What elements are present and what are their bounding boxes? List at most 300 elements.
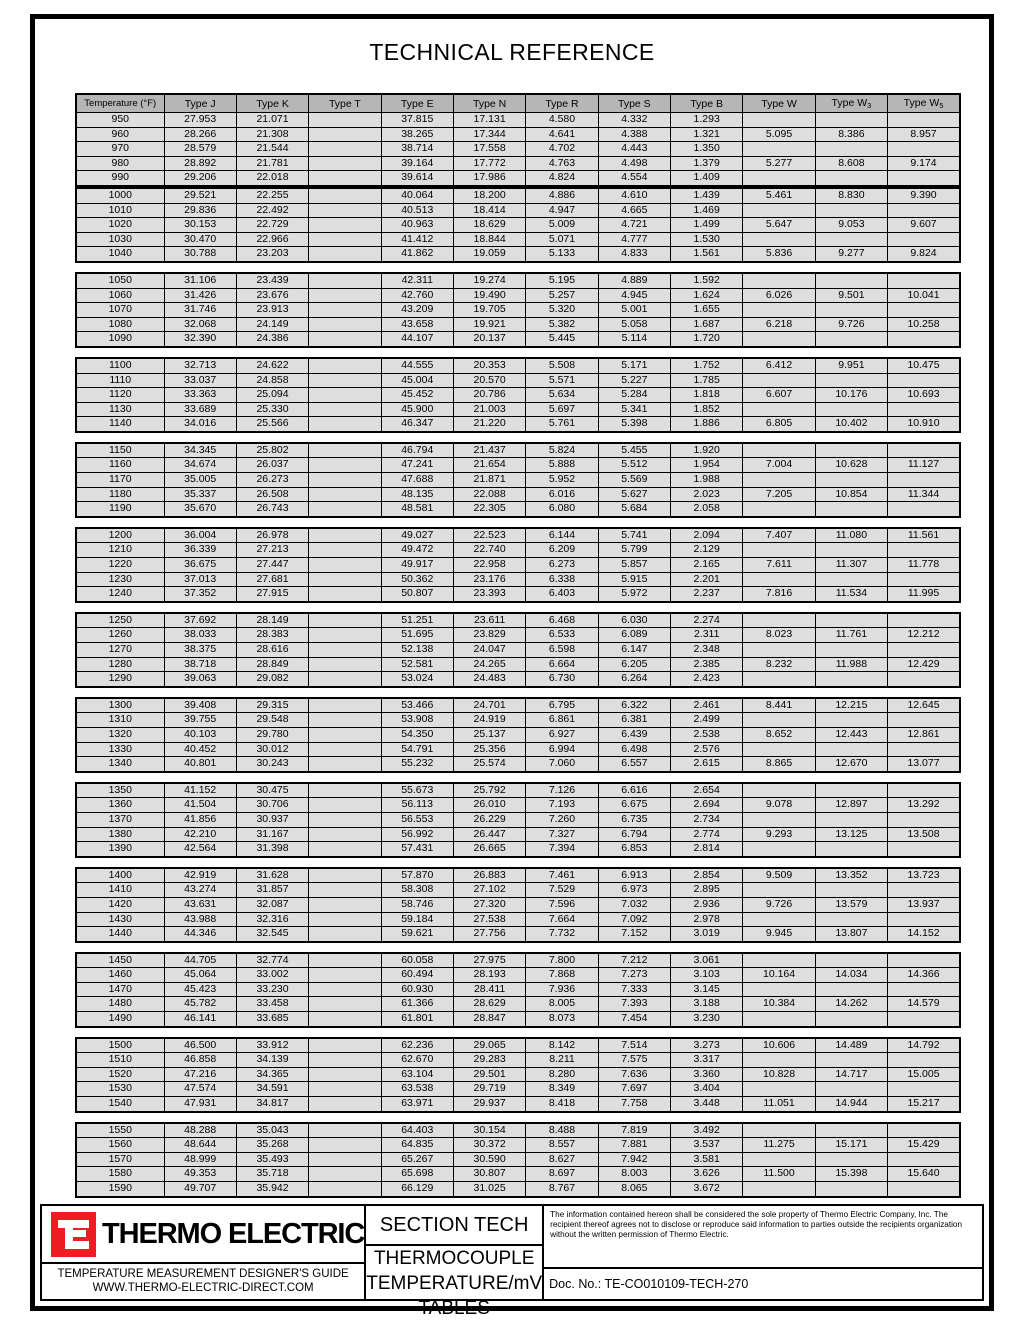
cell-type_w [743, 332, 815, 347]
cell-type_w: 5.461 [743, 188, 815, 203]
title-block-company-panel [40, 1204, 366, 1301]
table-row [76, 458, 960, 473]
cell-type_w: 11.275 [743, 1138, 815, 1153]
cell-type_s: 5.799 [598, 543, 670, 558]
cell-type_r: 5.257 [526, 288, 598, 303]
cell-type_s: 8.065 [598, 1182, 670, 1197]
cell-type_k: 30.243 [236, 757, 308, 772]
cell-type_r: 6.403 [526, 587, 598, 602]
cell-temperature: 1120 [76, 388, 164, 403]
cell-type_w3: 15.398 [815, 1167, 887, 1182]
cell-type_j: 49.707 [164, 1182, 236, 1197]
table-row [76, 1082, 960, 1097]
cell-temperature: 1200 [76, 528, 164, 543]
cell-type_w: 8.652 [743, 727, 815, 742]
cell-type_n: 21.871 [453, 473, 525, 488]
cell-temperature: 1050 [76, 273, 164, 288]
cell-type_e: 45.452 [381, 388, 453, 403]
cell-type_w: 7.004 [743, 458, 815, 473]
cell-type_r: 5.824 [526, 443, 598, 458]
cell-type_w5 [888, 402, 960, 417]
cell-type_e: 38.714 [381, 142, 453, 157]
cell-type_t [309, 113, 381, 128]
cell-type_k: 26.037 [236, 458, 308, 473]
cell-type_j: 41.856 [164, 812, 236, 827]
subject-label [366, 1246, 542, 1321]
cell-type_s: 4.665 [598, 203, 670, 218]
table-row [76, 982, 960, 997]
table-row [76, 927, 960, 942]
cell-type_j: 40.452 [164, 742, 236, 757]
cell-type_j: 28.579 [164, 142, 236, 157]
cell-type_b: 2.654 [671, 783, 743, 798]
cell-type_k: 22.729 [236, 218, 308, 233]
cell-type_b: 2.576 [671, 742, 743, 757]
cell-type_e: 56.992 [381, 827, 453, 842]
cell-type_s: 6.498 [598, 742, 670, 757]
cell-temperature: 980 [76, 156, 164, 171]
cell-type_r: 8.280 [526, 1067, 598, 1082]
table-row [76, 156, 960, 171]
tagline-line-2: WWW.THERMO-ELECTRIC-DIRECT.COM [92, 1282, 314, 1294]
cell-type_t [309, 203, 381, 218]
cell-type_s: 6.381 [598, 713, 670, 728]
cell-type_t [309, 727, 381, 742]
table-row [76, 643, 960, 658]
cell-type_w5: 11.344 [888, 487, 960, 502]
cell-type_r: 6.994 [526, 742, 598, 757]
cell-type_b: 2.854 [671, 868, 743, 883]
cell-type_w5 [888, 1123, 960, 1138]
cell-type_e: 48.581 [381, 502, 453, 517]
table-row [76, 1097, 960, 1112]
cell-type_w3: 14.489 [815, 1038, 887, 1053]
cell-type_w [743, 812, 815, 827]
cell-type_k: 27.447 [236, 558, 308, 573]
table-row [76, 1012, 960, 1027]
cell-type_w: 6.412 [743, 358, 815, 373]
cell-type_j: 39.408 [164, 698, 236, 713]
cell-type_j: 29.521 [164, 188, 236, 203]
cell-type_k: 28.849 [236, 657, 308, 672]
column-header-type_n: Type N [453, 94, 525, 113]
cell-type_k: 35.718 [236, 1167, 308, 1182]
cell-type_t [309, 303, 381, 318]
table-row [76, 587, 960, 602]
cell-type_b: 3.404 [671, 1082, 743, 1097]
cell-type_k: 30.937 [236, 812, 308, 827]
title-block [40, 1204, 984, 1319]
cell-type_k: 35.268 [236, 1138, 308, 1153]
table-row [76, 1167, 960, 1182]
cell-type_n: 30.372 [453, 1138, 525, 1153]
cell-temperature: 1450 [76, 953, 164, 968]
thermocouple-table-region [75, 93, 959, 1207]
cell-type_n: 28.847 [453, 1012, 525, 1027]
cell-type_r: 5.320 [526, 303, 598, 318]
cell-type_e: 65.698 [381, 1167, 453, 1182]
cell-type_w3: 10.854 [815, 487, 887, 502]
cell-type_e: 49.472 [381, 543, 453, 558]
cell-type_r: 6.338 [526, 572, 598, 587]
cell-type_w3 [815, 572, 887, 587]
cell-type_k: 22.492 [236, 203, 308, 218]
cell-type_w [743, 543, 815, 558]
cell-type_w: 5.836 [743, 247, 815, 262]
cell-type_b: 2.538 [671, 727, 743, 742]
cell-type_t [309, 1182, 381, 1197]
cell-type_k: 26.743 [236, 502, 308, 517]
cell-type_k: 26.273 [236, 473, 308, 488]
cell-type_j: 34.345 [164, 443, 236, 458]
cell-type_j: 49.353 [164, 1167, 236, 1182]
cell-type_w5 [888, 203, 960, 218]
cell-temperature: 1400 [76, 868, 164, 883]
cell-type_j: 36.339 [164, 543, 236, 558]
cell-type_k: 29.780 [236, 727, 308, 742]
cell-type_k: 24.858 [236, 373, 308, 388]
cell-type_n: 23.829 [453, 628, 525, 643]
cell-type_w5 [888, 171, 960, 186]
cell-type_n: 22.740 [453, 543, 525, 558]
cell-type_t [309, 487, 381, 502]
cell-type_s: 5.627 [598, 487, 670, 502]
cell-temperature: 1420 [76, 897, 164, 912]
cell-type_k: 25.330 [236, 402, 308, 417]
cell-type_b: 1.920 [671, 443, 743, 458]
cell-type_k: 24.386 [236, 332, 308, 347]
cell-type_w: 5.277 [743, 156, 815, 171]
cell-type_r: 8.488 [526, 1123, 598, 1138]
cell-type_w [743, 742, 815, 757]
cell-type_w [743, 1152, 815, 1167]
cell-type_t [309, 558, 381, 573]
cell-type_j: 37.352 [164, 587, 236, 602]
cell-type_w3 [815, 783, 887, 798]
cell-type_t [309, 798, 381, 813]
cell-temperature: 1150 [76, 443, 164, 458]
cell-temperature: 1580 [76, 1167, 164, 1182]
table-row [76, 997, 960, 1012]
cell-type_w5 [888, 812, 960, 827]
cell-type_e: 65.267 [381, 1152, 453, 1167]
cell-type_t [309, 218, 381, 233]
cell-temperature: 1320 [76, 727, 164, 742]
cell-type_n: 30.154 [453, 1123, 525, 1138]
cell-type_t [309, 443, 381, 458]
cell-type_e: 51.251 [381, 613, 453, 628]
table-row [76, 373, 960, 388]
cell-type_w5: 12.861 [888, 727, 960, 742]
cell-type_w5 [888, 672, 960, 687]
cell-type_k: 23.913 [236, 303, 308, 318]
cell-type_e: 53.024 [381, 672, 453, 687]
cell-type_w5: 15.217 [888, 1097, 960, 1112]
cell-type_n: 21.437 [453, 443, 525, 458]
cell-type_j: 35.670 [164, 502, 236, 517]
thermocouple-table-group [75, 93, 961, 187]
cell-type_w: 10.164 [743, 968, 815, 983]
cell-type_n: 30.807 [453, 1167, 525, 1182]
cell-type_t [309, 812, 381, 827]
cell-type_w5 [888, 543, 960, 558]
cell-type_k: 29.082 [236, 672, 308, 687]
cell-type_w3 [815, 332, 887, 347]
cell-type_w5: 15.429 [888, 1138, 960, 1153]
cell-type_s: 6.557 [598, 757, 670, 772]
cell-type_k: 33.912 [236, 1038, 308, 1053]
cell-type_e: 57.431 [381, 842, 453, 857]
cell-type_b: 1.530 [671, 232, 743, 247]
cell-type_w [743, 1053, 815, 1068]
cell-type_w: 11.500 [743, 1167, 815, 1182]
cell-type_w5: 10.041 [888, 288, 960, 303]
column-header-type_w: Type W [743, 94, 815, 113]
cell-type_w3 [815, 473, 887, 488]
cell-type_e: 53.908 [381, 713, 453, 728]
cell-temperature: 1590 [76, 1182, 164, 1197]
cell-type_k: 33.458 [236, 997, 308, 1012]
cell-type_e: 47.241 [381, 458, 453, 473]
cell-type_w3 [815, 912, 887, 927]
cell-type_s: 5.001 [598, 303, 670, 318]
cell-type_w [743, 572, 815, 587]
cell-type_t [309, 1067, 381, 1082]
cell-type_k: 23.203 [236, 247, 308, 262]
cell-type_b: 3.626 [671, 1167, 743, 1182]
cell-type_s: 4.332 [598, 113, 670, 128]
cell-type_r: 7.868 [526, 968, 598, 983]
cell-type_w: 9.078 [743, 798, 815, 813]
column-header-type_b: Type B [671, 94, 743, 113]
cell-type_b: 2.895 [671, 883, 743, 898]
cell-type_e: 58.308 [381, 883, 453, 898]
cell-type_w5 [888, 443, 960, 458]
cell-type_j: 41.504 [164, 798, 236, 813]
cell-type_w5 [888, 572, 960, 587]
page-title: TECHNICAL REFERENCE [369, 39, 655, 65]
cell-type_k: 25.566 [236, 417, 308, 432]
cell-type_j: 42.564 [164, 842, 236, 857]
cell-type_w5: 9.607 [888, 218, 960, 233]
cell-type_e: 53.466 [381, 698, 453, 713]
cell-type_s: 5.915 [598, 572, 670, 587]
cell-type_b: 1.687 [671, 317, 743, 332]
cell-type_e: 55.232 [381, 757, 453, 772]
table-row [76, 798, 960, 813]
cell-temperature: 1230 [76, 572, 164, 587]
cell-type_n: 23.611 [453, 613, 525, 628]
table-row [76, 232, 960, 247]
cell-type_k: 21.308 [236, 127, 308, 142]
cell-type_e: 48.135 [381, 487, 453, 502]
cell-type_n: 21.654 [453, 458, 525, 473]
cell-type_e: 43.658 [381, 317, 453, 332]
cell-temperature: 1410 [76, 883, 164, 898]
cell-type_b: 2.461 [671, 698, 743, 713]
cell-type_w5: 10.910 [888, 417, 960, 432]
cell-type_r: 6.730 [526, 672, 598, 687]
cell-type_w5 [888, 1182, 960, 1197]
company-name: THERMO ELECTRIC [102, 1217, 365, 1250]
cell-type_w [743, 502, 815, 517]
cell-type_s: 4.443 [598, 142, 670, 157]
cell-type_r: 5.571 [526, 373, 598, 388]
cell-type_j: 31.426 [164, 288, 236, 303]
cell-temperature: 1540 [76, 1097, 164, 1112]
cell-type_k: 21.781 [236, 156, 308, 171]
cell-type_j: 28.892 [164, 156, 236, 171]
table-row [76, 317, 960, 332]
cell-type_w3 [815, 1152, 887, 1167]
cell-type_n: 17.986 [453, 171, 525, 186]
table-row [76, 358, 960, 373]
cell-type_w3 [815, 232, 887, 247]
column-header-type_w5: Type $W_5$ [888, 94, 960, 113]
cell-type_s: 6.853 [598, 842, 670, 857]
cell-type_w5 [888, 982, 960, 997]
cell-type_r: 6.861 [526, 713, 598, 728]
cell-type_w3: 14.717 [815, 1067, 887, 1082]
cell-type_e: 60.494 [381, 968, 453, 983]
cell-type_w [743, 783, 815, 798]
cell-type_b: 1.592 [671, 273, 743, 288]
thermocouple-table-group [75, 612, 961, 688]
cell-type_s: 7.273 [598, 968, 670, 983]
cell-temperature: 1560 [76, 1138, 164, 1153]
table-row [76, 502, 960, 517]
cell-type_s: 7.636 [598, 1067, 670, 1082]
cell-type_n: 29.065 [453, 1038, 525, 1053]
cell-type_w: 5.095 [743, 127, 815, 142]
cell-type_j: 43.274 [164, 883, 236, 898]
cell-type_e: 54.350 [381, 727, 453, 742]
cell-type_s: 4.777 [598, 232, 670, 247]
cell-temperature: 960 [76, 127, 164, 142]
cell-type_b: 2.615 [671, 757, 743, 772]
cell-type_w3 [815, 1123, 887, 1138]
cell-type_s: 6.973 [598, 883, 670, 898]
table-row [76, 657, 960, 672]
cell-type_j: 33.363 [164, 388, 236, 403]
cell-type_e: 60.058 [381, 953, 453, 968]
cell-type_e: 41.862 [381, 247, 453, 262]
cell-temperature: 1020 [76, 218, 164, 233]
cell-type_w5: 11.778 [888, 558, 960, 573]
cell-type_s: 4.833 [598, 247, 670, 262]
cell-type_r: 7.529 [526, 883, 598, 898]
cell-type_w3 [815, 171, 887, 186]
cell-temperature: 970 [76, 142, 164, 157]
cell-type_j: 27.953 [164, 113, 236, 128]
cell-type_s: 4.945 [598, 288, 670, 303]
cell-type_r: 4.702 [526, 142, 598, 157]
cell-type_w5 [888, 842, 960, 857]
cell-type_w3: 14.944 [815, 1097, 887, 1112]
cell-type_k: 27.213 [236, 543, 308, 558]
cell-type_b: 1.655 [671, 303, 743, 318]
table-row [76, 443, 960, 458]
cell-type_e: 57.870 [381, 868, 453, 883]
cell-type_k: 28.149 [236, 613, 308, 628]
cell-type_b: 1.752 [671, 358, 743, 373]
title-block-subject-panel [366, 1204, 544, 1319]
cell-type_r: 8.418 [526, 1097, 598, 1112]
cell-type_s: 7.212 [598, 953, 670, 968]
cell-type_k: 31.167 [236, 827, 308, 842]
cell-temperature: 1340 [76, 757, 164, 772]
cell-type_t [309, 1012, 381, 1027]
cell-type_w5 [888, 613, 960, 628]
cell-type_s: 5.227 [598, 373, 670, 388]
cell-type_r: 6.795 [526, 698, 598, 713]
cell-type_t [309, 587, 381, 602]
cell-type_n: 27.102 [453, 883, 525, 898]
cell-type_t [309, 968, 381, 983]
cell-type_w3 [815, 842, 887, 857]
cell-type_b: 3.492 [671, 1123, 743, 1138]
cell-type_t [309, 842, 381, 857]
cell-type_e: 66.129 [381, 1182, 453, 1197]
cell-type_r: 4.580 [526, 113, 598, 128]
cell-type_s: 6.735 [598, 812, 670, 827]
cell-type_s: 6.089 [598, 628, 670, 643]
proprietary-disclaimer: The information contained hereon shall be considered the sole property of Thermo Electric Company, Inc. The recipient thereof agrees not to disclose or reproduce said information to parties outside the recipients organization without the written permission of Thermo Electric. [544, 1206, 982, 1269]
cell-type_t [309, 672, 381, 687]
cell-type_w5 [888, 502, 960, 517]
thermocouple-table-group [75, 1122, 961, 1198]
table-row [76, 953, 960, 968]
table-row [76, 188, 960, 203]
table-row [76, 303, 960, 318]
cell-type_w [743, 982, 815, 997]
cell-type_b: 1.852 [671, 402, 743, 417]
cell-type_b: 3.188 [671, 997, 743, 1012]
table-row [76, 868, 960, 883]
cell-type_w3: 15.171 [815, 1138, 887, 1153]
cell-type_t [309, 1123, 381, 1138]
cell-type_r: 4.824 [526, 171, 598, 186]
cell-type_t [309, 502, 381, 517]
cell-temperature: 1300 [76, 698, 164, 713]
cell-type_w3 [815, 643, 887, 658]
cell-type_w3: 14.034 [815, 968, 887, 983]
cell-type_s: 5.684 [598, 502, 670, 517]
cell-type_j: 40.801 [164, 757, 236, 772]
cell-type_j: 30.788 [164, 247, 236, 262]
cell-type_k: 28.383 [236, 628, 308, 643]
cell-type_w5 [888, 473, 960, 488]
cell-type_w [743, 1012, 815, 1027]
cell-type_k: 31.857 [236, 883, 308, 898]
cell-type_w: 11.051 [743, 1097, 815, 1112]
cell-type_t [309, 997, 381, 1012]
cell-type_s: 5.058 [598, 317, 670, 332]
cell-type_w3 [815, 502, 887, 517]
cell-type_j: 39.755 [164, 713, 236, 728]
cell-type_b: 1.379 [671, 156, 743, 171]
cell-type_b: 1.321 [671, 127, 743, 142]
column-header-type_w3: Type $W_3$ [815, 94, 887, 113]
cell-temperature: 1480 [76, 997, 164, 1012]
cell-type_n: 19.705 [453, 303, 525, 318]
cell-type_b: 3.581 [671, 1152, 743, 1167]
cell-type_n: 22.958 [453, 558, 525, 573]
cell-type_t [309, 628, 381, 643]
cell-type_n: 27.975 [453, 953, 525, 968]
cell-type_j: 44.705 [164, 953, 236, 968]
cell-type_e: 49.027 [381, 528, 453, 543]
